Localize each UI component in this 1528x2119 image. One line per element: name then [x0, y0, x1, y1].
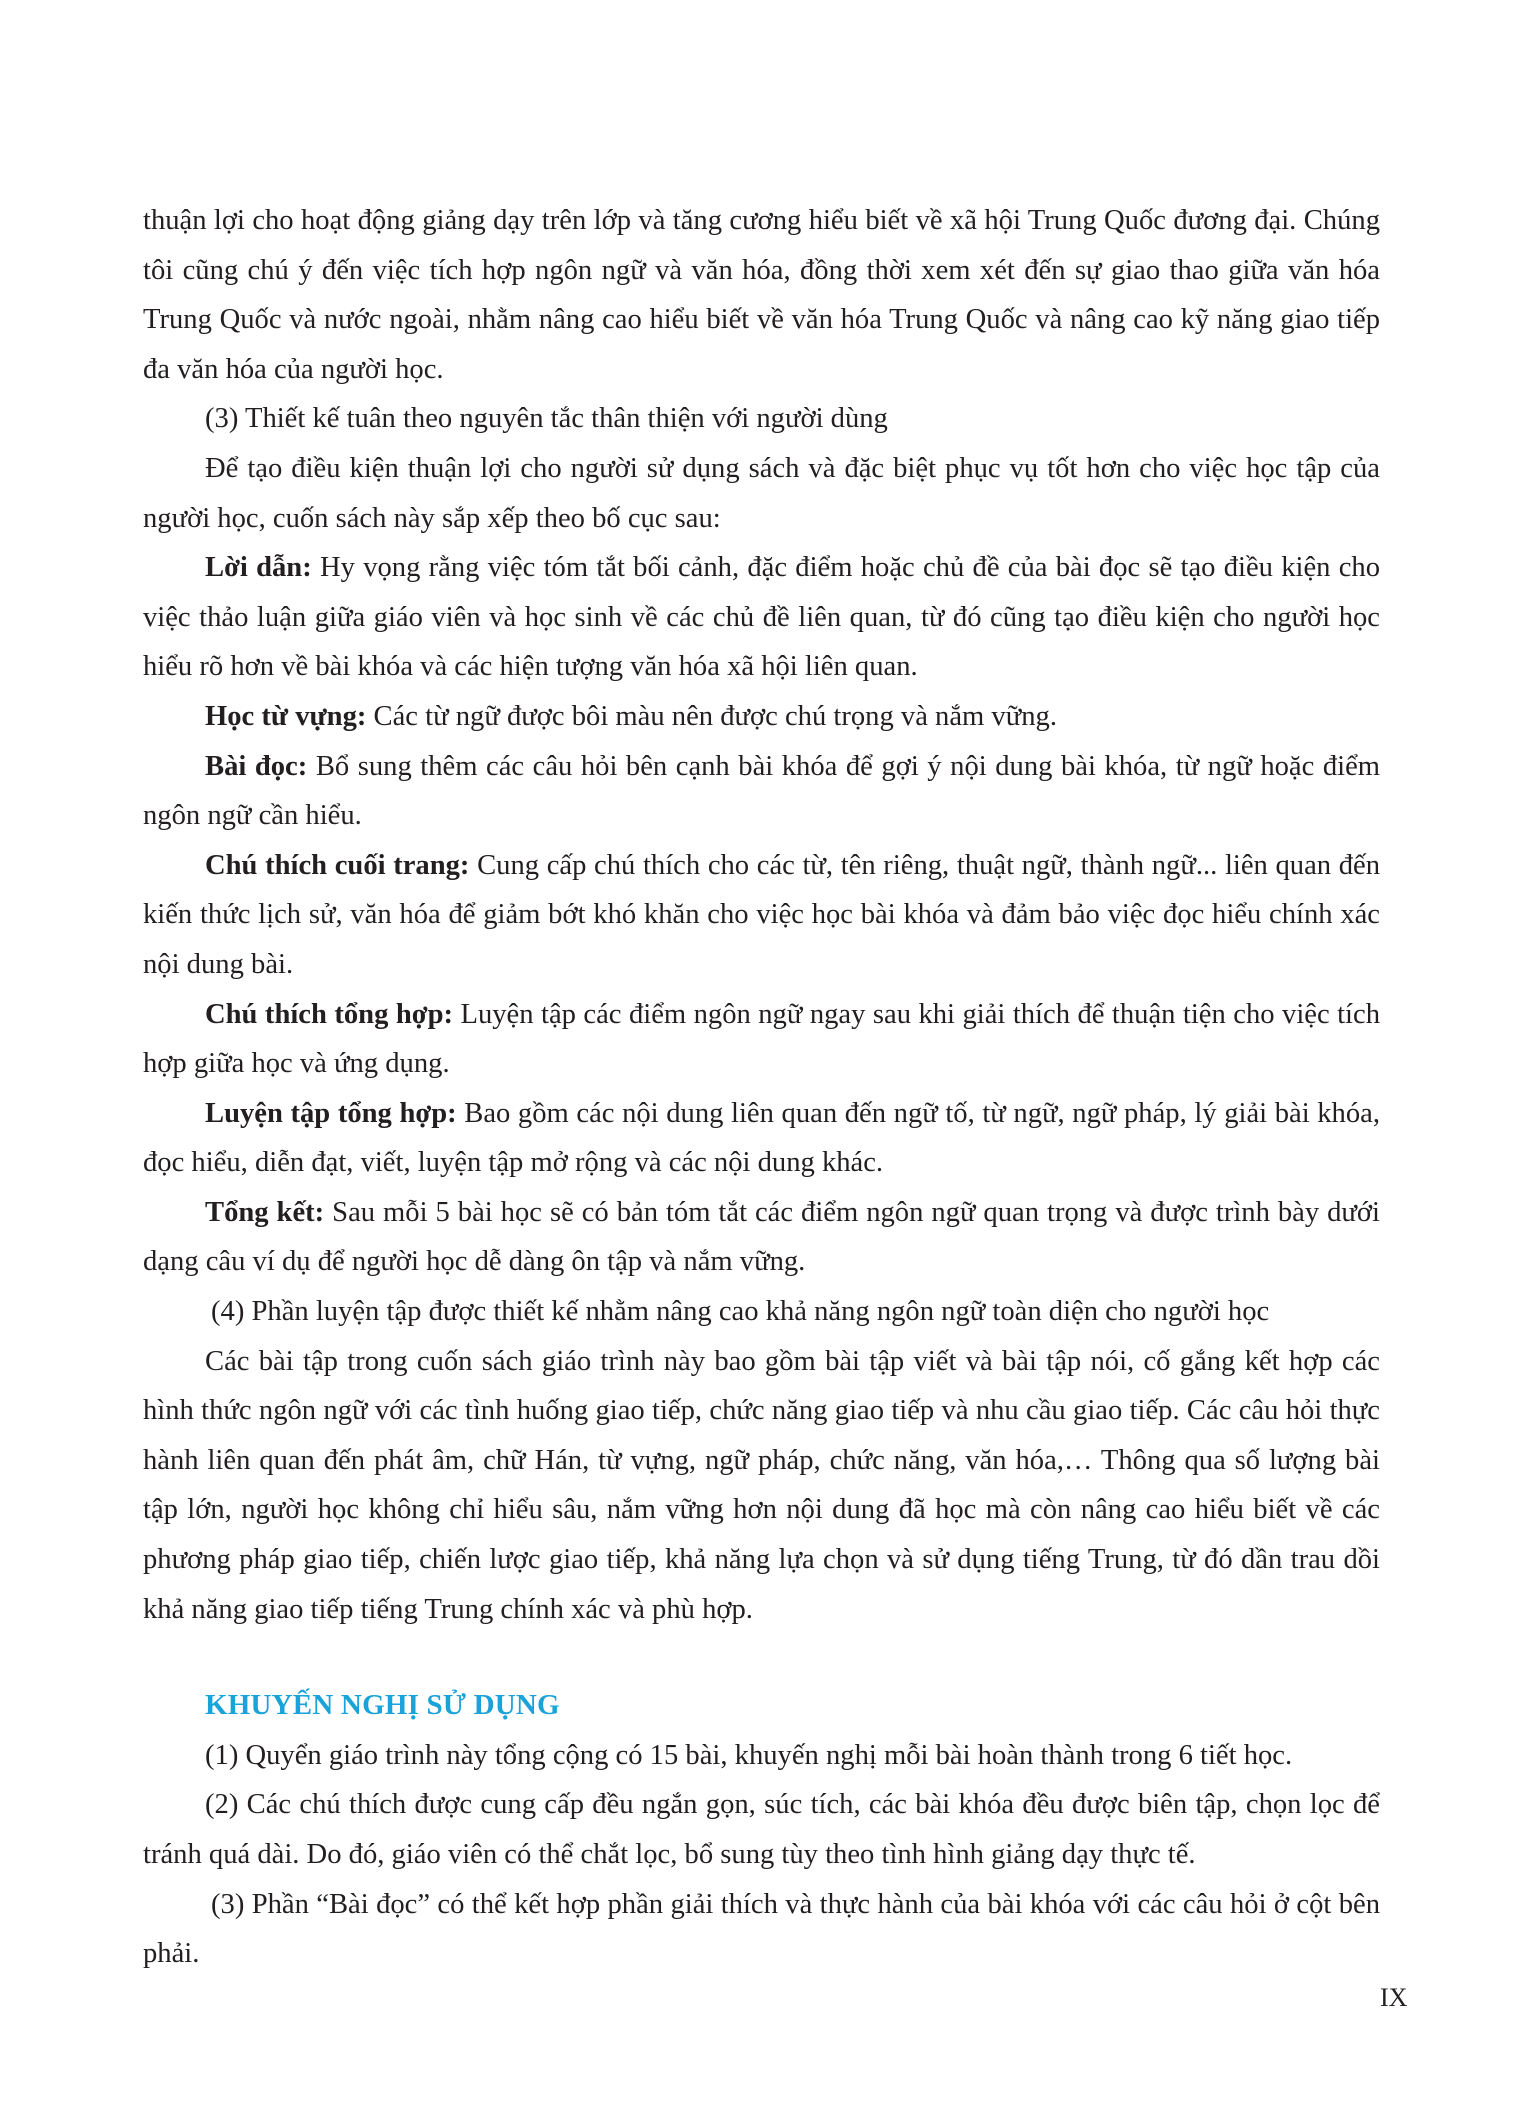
recommendation-3: (3) Phần “Bài đọc” có thể kết hợp phần giải thích và thực hành của bài khóa với các câu hỏi ở cột bên phải. — [143, 1888, 1380, 1970]
page-body — [143, 196, 1380, 1979]
paragraph-hoc-tu-vung: Học từ vựng: Các từ ngữ được bôi màu nên được chú trọng và nắm vững. — [205, 700, 1057, 732]
term-label: Bài đọc: — [205, 750, 308, 782]
paragraph-luyen-tap-tong-hop: Luyện tập tổng hợp: Bao gồm các nội dung liên quan đến ngữ tố, từ ngữ, ngữ pháp, lý giải bài khóa, đọc hiểu, diễn đạt, viết, luyện tập mở rộng và các nội dung khác. — [143, 1097, 1380, 1179]
term-label: Lời dẫn: — [205, 552, 312, 584]
paragraph-chu-thich-tong-hop: Chú thích tổng hợp: Luyện tập các điểm ngôn ngữ ngay sau khi giải thích để thuận tiện cho việc tích hợp giữa học và ứng dụng. — [143, 998, 1380, 1080]
page-number: IX — [1380, 1983, 1408, 2012]
paragraph-bai-doc: Bài đọc: Bổ sung thêm các câu hỏi bên cạnh bài khóa để gợi ý nội dung bài khóa, từ ngữ hoặc điểm ngôn ngữ cần hiểu. — [143, 750, 1381, 832]
paragraph-layout-intro: Để tạo điều kiện thuận lợi cho người sử dụng sách và đặc biệt phục vụ tốt hơn cho việc học tập của người học, cuốn sách này sắp xếp theo bố cục sau: — [143, 452, 1380, 534]
recommendation-1: (1) Quyển giáo trình này tổng cộng có 15 bài, khuyến nghị mỗi bài hoàn thành trong 6 tiết học. — [205, 1739, 1293, 1771]
paragraph-principle-4-title: (4) Phần luyện tập được thiết kế nhằm nâng cao khả năng ngôn ngữ toàn diện cho người học — [211, 1296, 1270, 1328]
term-label: Luyện tập tổng hợp: — [205, 1097, 457, 1129]
paragraph-exercises: Các bài tập trong cuốn sách giáo trình này bao gồm bài tập viết và bài tập nói, cố gắng kết hợp các hình thức ngôn ngữ với các tình huống giao tiếp, chức năng giao tiếp và nhu cầu giao tiếp. Các câu hỏi thực hành liên quan đến phát âm, chữ Hán, từ vựng, ngữ pháp, chức năng, văn hóa,… Thông qua số lượng bài tập lớn, người học không chỉ hiểu sâu, nắm vững hơn nội dung đã học mà còn nâng cao hiểu biết về các phương pháp giao tiếp, chiến lược giao tiếp, khả năng lựa chọn và sử dụng tiếng Trung, từ đó dần trau dồi khả năng giao tiếp tiếng Trung chính xác và phù hợp. — [143, 1345, 1380, 1625]
term-label: Học từ vựng: — [205, 700, 367, 732]
section-spacer — [143, 1634, 1380, 1681]
recommendation-2: (2) Các chú thích được cung cấp đều ngắn gọn, súc tích, các bài khóa đều được biên tập, chọn lọc để tránh quá dài. Do đó, giáo viên có thể chắt lọc, bổ sung tùy theo tình hình giảng dạy thực tế. — [143, 1789, 1380, 1870]
term-label: Chú thích tổng hợp: — [205, 998, 454, 1030]
paragraph-intro-continuation: thuận lợi cho hoạt động giảng dạy trên lớp và tăng cương hiểu biết về xã hội Trung Quốc đương đại. Chúng tôi cũng chú ý đến việc tích hợp ngôn ngữ và văn hóa, đồng thời xem xét đến sự giao thao giữa văn hóa Trung Quốc và nước ngoài, nhằm nâng cao hiểu biết về văn hóa Trung Quốc và nâng cao kỹ năng giao tiếp đa văn hóa của người học. — [143, 205, 1380, 385]
section-heading: KHUYẾN NGHỊ SỬ DỤNG — [205, 1689, 560, 1722]
paragraph-tong-ket: Tổng kết: Sau mỗi 5 bài học sẽ có bản tóm tắt các điểm ngôn ngữ quan trọng và được trình bày dưới dạng câu ví dụ để người học dễ dàng ôn tập và nắm vững. — [143, 1196, 1380, 1278]
paragraph-loi-dan: Lời dẫn: Hy vọng rằng việc tóm tắt bối cảnh, đặc điểm hoặc chủ đề của bài đọc sẽ tạo điều kiện cho việc thảo luận giữa giáo viên và học sinh về các chủ đề liên quan, từ đó cũng tạo điều kiện cho người học hiểu rõ hơn về bài khóa và các hiện tượng văn hóa xã hội liên quan. — [143, 552, 1380, 683]
paragraph-chu-thich-cuoi-trang: Chú thích cuối trang: Cung cấp chú thích cho các từ, tên riêng, thuật ngữ, thành ngữ... liên quan đến kiến thức lịch sử, văn hóa để giảm bớt khó khăn cho việc học bài khóa và đảm bảo việc đọc hiểu chính xác nội dung bài. — [143, 849, 1380, 980]
term-label: Chú thích cuối trang: — [205, 849, 470, 881]
term-label: Tổng kết: — [205, 1196, 325, 1228]
paragraph-principle-3-title: (3) Thiết kế tuân theo nguyên tắc thân thiện với người dùng — [205, 403, 888, 435]
